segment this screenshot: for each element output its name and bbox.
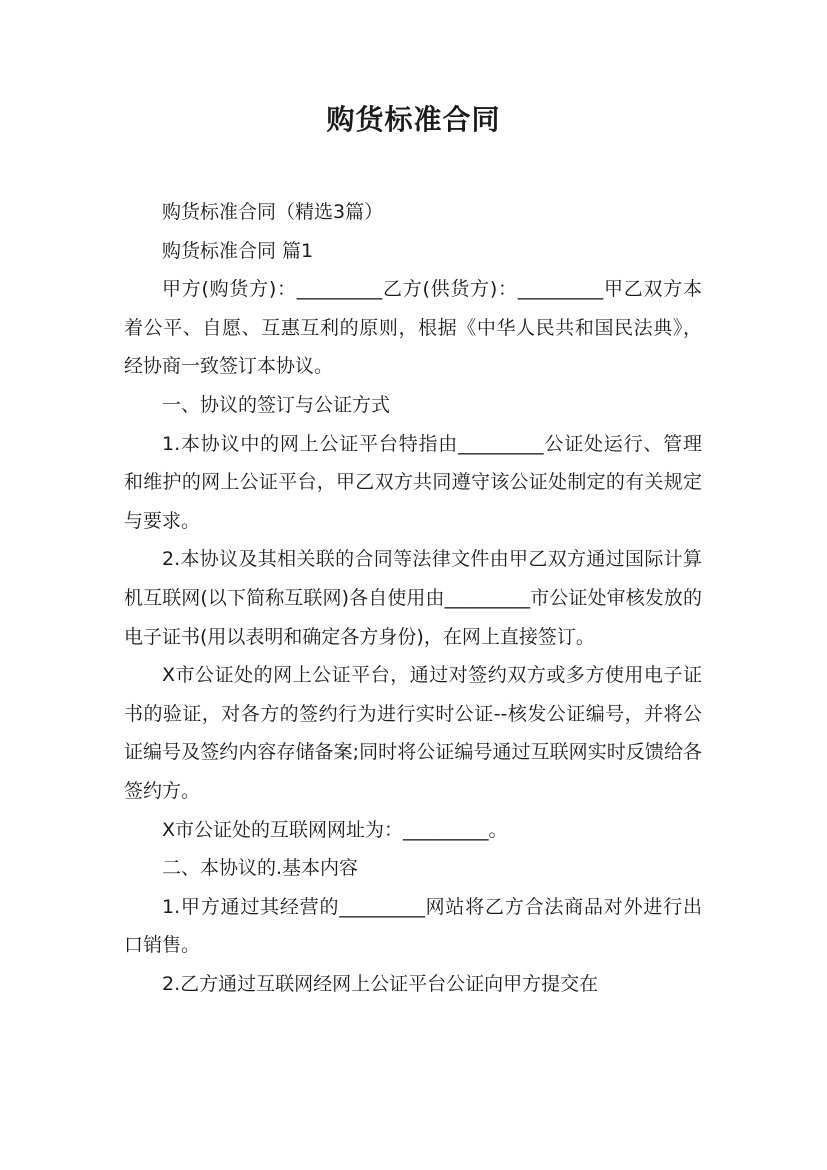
- paragraph-parties: 甲方(购货方)：_________乙方(供货方)：_________甲乙双方本着公平、自愿、互惠互利的原则，根据《中华人民共和国民法典》，经协商一致签订本协议。: [124, 278, 702, 378]
- document-body: [124, 193, 702, 1003]
- document-title: 购货标准合同: [326, 103, 501, 136]
- paragraph-clause-2: 2.本协议及其相关联的合同等法律文件由甲乙双方通过国际计算机互联网(以下简称互联网)各自使用由_________市公证处审核发放的电子证书(用以表明和确定各方身份)，在网上直接签订。: [124, 548, 702, 648]
- paragraph-subtitle: 购货标准合同（精选3篇）: [162, 201, 384, 223]
- paragraph-content-1: 1.甲方通过其经营的_________网站将乙方合法商品对外进行出口销售。: [124, 895, 702, 957]
- paragraph-section-heading: 购货标准合同 篇1: [162, 239, 314, 262]
- paragraph-heading-signing: 一、协议的签订与公证方式: [162, 393, 391, 416]
- paragraph-clause-1: 1.本协议中的网上公证平台特指由_________公证处运行、管理和维护的网上公证平台，甲乙双方共同遵守该公证处制定的有关规定与要求。: [124, 432, 702, 532]
- paragraph-notary-platform: X市公证处的网上公证平台，通过对签约双方或多方使用电子证书的验证，对各方的签约行为进行实时公证--核发公证编号，并将公证编号及签约内容存储备案;同时将公证编号通过互联网实时反馈给各签约方。: [124, 664, 702, 802]
- paragraph-heading-content: 二、本协议的.基本内容: [162, 857, 359, 880]
- paragraph-content-2: 2.乙方通过互联网经网上公证平台公证向甲方提交在: [162, 972, 599, 995]
- paragraph-notary-url: X市公证处的互联网网址为：_________。: [162, 818, 508, 841]
